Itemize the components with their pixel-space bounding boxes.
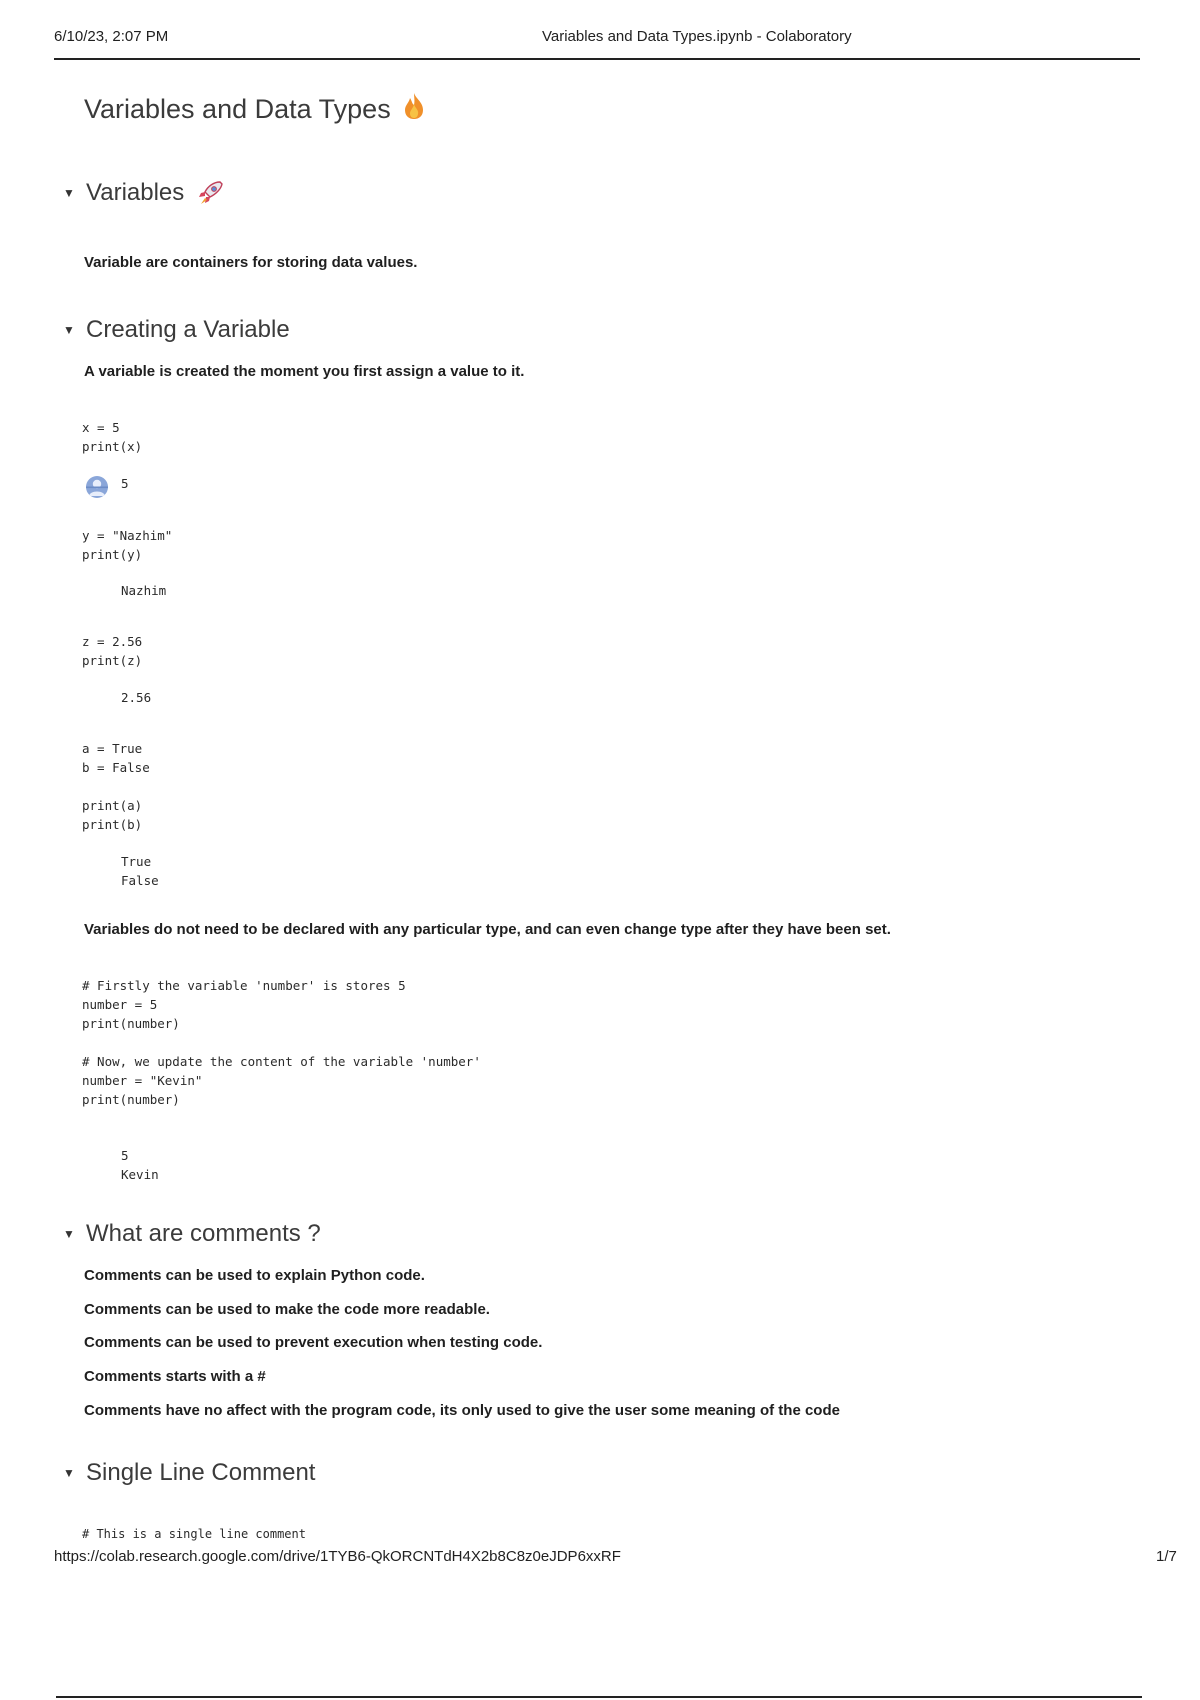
code-cell[interactable]: # Firstly the variable 'number' is stores 5 number = 5 print(number) # Now, we update the content of the variable 'number' number = "Kevin" print(number) — [82, 978, 481, 1107]
section-heading-creating-variable[interactable] — [60, 316, 290, 344]
print-title: Variables and Data Types.ipynb - Colaboratory — [542, 28, 852, 45]
code-cell[interactable]: x = 5 print(x) — [82, 420, 143, 454]
section-heading-variables[interactable] — [60, 178, 226, 208]
page-divider — [56, 1696, 1142, 1698]
notebook-title — [84, 92, 425, 127]
output-avatar-icon — [86, 476, 108, 498]
cell-output: 2.56 — [121, 690, 152, 705]
section-heading-text: Single Line Comment — [86, 1459, 316, 1486]
code-cell[interactable]: a = True b = False print(a) print(b) — [82, 741, 150, 832]
section-heading-text: What are comments ? — [86, 1220, 321, 1247]
paragraph: Variable are containers for storing data values. — [84, 254, 418, 271]
section-heading-comments[interactable] — [60, 1220, 321, 1248]
code-cell[interactable]: # This is a single line comment — [82, 1527, 306, 1541]
cell-output: 5 Kevin — [121, 1148, 159, 1182]
page-url: https://colab.research.google.com/drive/1TYB6-QkORCNTdH4X2b8C8z0eJDP6xxRF — [54, 1548, 621, 1565]
fire-emoji-icon — [403, 92, 425, 127]
print-date: 6/10/23, 2:07 PM — [54, 28, 169, 45]
section-heading-text: Variables — [86, 179, 185, 206]
paragraph: Variables do not need to be declared with any particular type, and can even change type after they have been set. — [84, 921, 891, 938]
comment-line: Comments can be used to explain Python code. — [84, 1267, 425, 1284]
comment-line: Comments have no affect with the program code, its only used to give the user some meaning of the code — [84, 1402, 840, 1419]
cell-output: Nazhim — [121, 583, 167, 598]
cell-output: True False — [121, 854, 159, 888]
comment-line: Comments can be used to make the code more readable. — [84, 1301, 490, 1318]
collapse-arrow-icon[interactable]: ▼ — [63, 1227, 75, 1241]
rocket-emoji-icon — [196, 178, 226, 208]
collapse-arrow-icon[interactable]: ▼ — [63, 186, 75, 200]
comment-line: Comments can be used to prevent execution when testing code. — [84, 1334, 543, 1351]
paragraph: A variable is created the moment you first assign a value to it. — [84, 363, 525, 380]
collapse-arrow-icon[interactable]: ▼ — [63, 1466, 75, 1480]
section-heading-single-line-comment[interactable] — [60, 1459, 315, 1487]
code-cell[interactable]: z = 2.56 print(z) — [82, 634, 143, 668]
page-number: 1/7 — [1156, 1548, 1177, 1565]
code-cell[interactable]: y = "Nazhim" print(y) — [82, 528, 173, 562]
collapse-arrow-icon[interactable]: ▼ — [63, 323, 75, 337]
cell-output: 5 — [121, 476, 129, 491]
section-heading-text: Creating a Variable — [86, 316, 290, 343]
comment-line: Comments starts with a # — [84, 1368, 266, 1385]
notebook-title-text: Variables and Data Types — [84, 94, 391, 124]
